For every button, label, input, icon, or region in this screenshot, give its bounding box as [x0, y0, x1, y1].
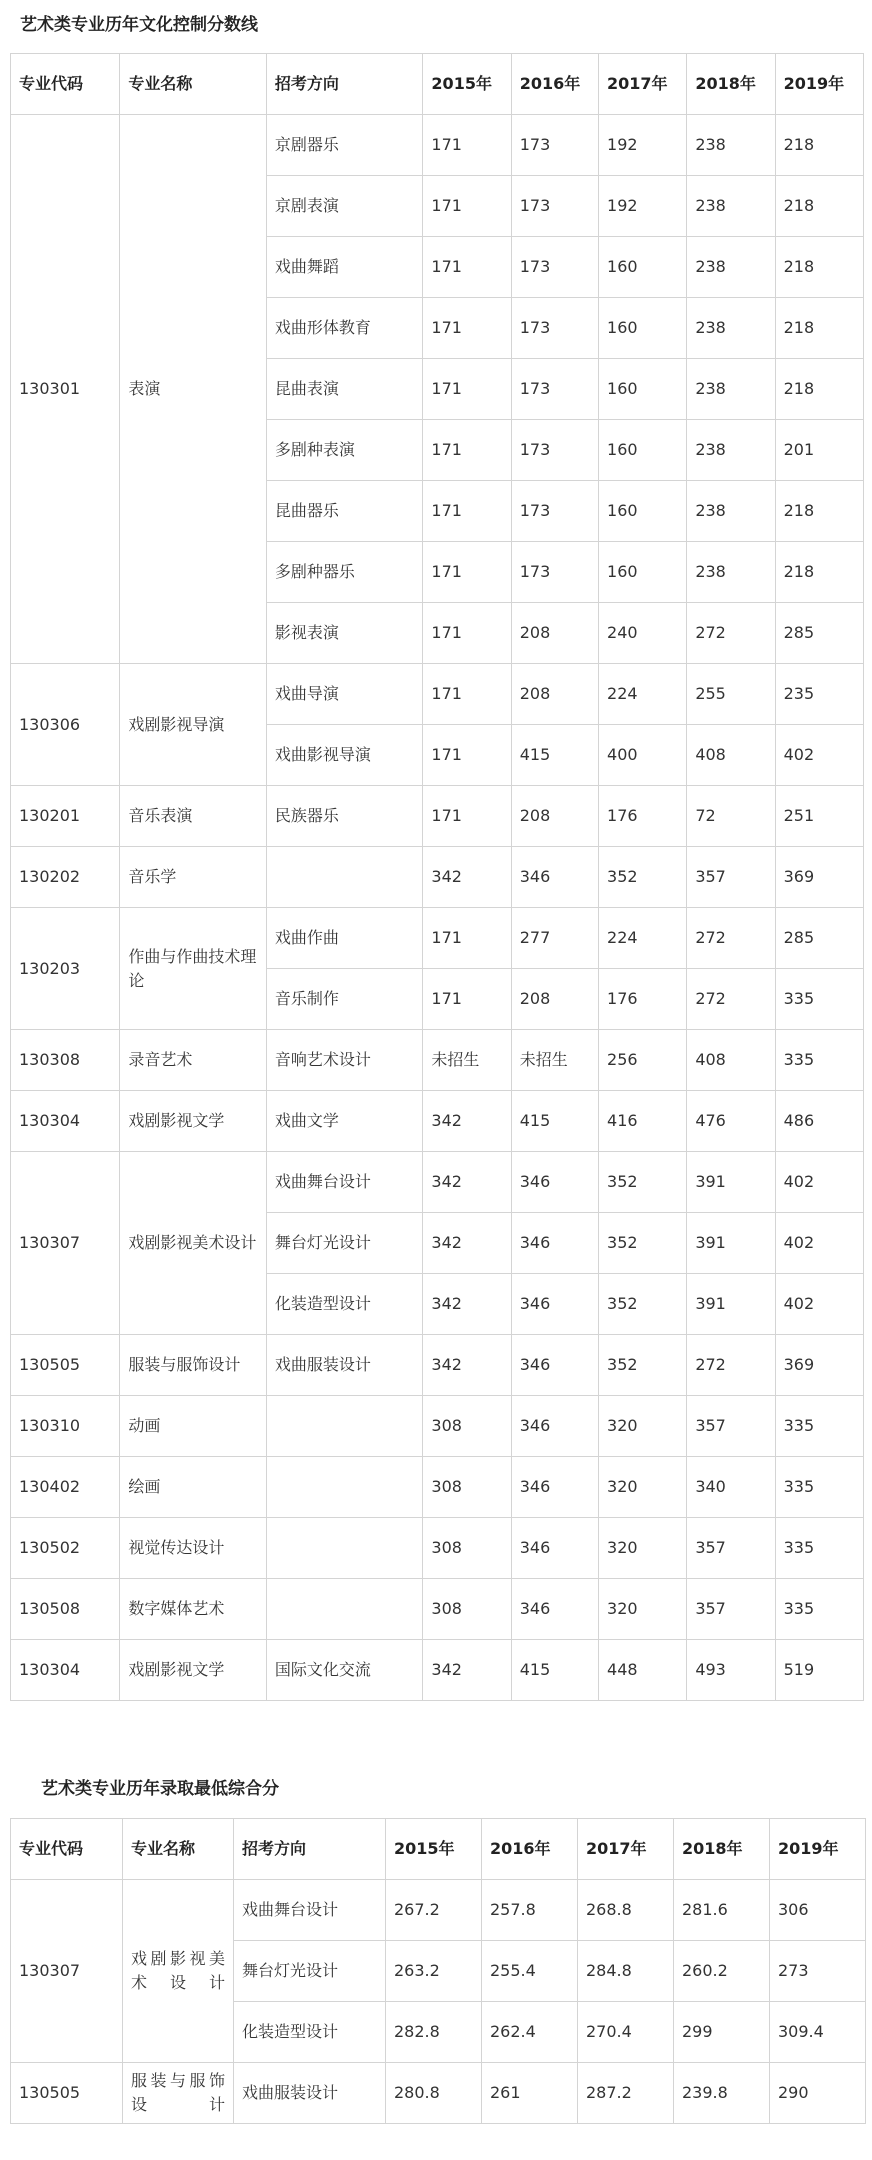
score-cell: 238	[687, 237, 775, 298]
score-cell: 369	[775, 1335, 863, 1396]
score-cell: 238	[687, 481, 775, 542]
score-cell: 171	[423, 359, 511, 420]
direction-cell: 京剧表演	[266, 176, 423, 237]
score-cell: 486	[775, 1091, 863, 1152]
score-cell: 160	[599, 420, 687, 481]
major-name-cell: 戏剧影视美术设计	[123, 1880, 234, 2063]
score-cell: 263.2	[386, 1941, 482, 2002]
score-cell: 340	[687, 1457, 775, 1518]
score-cell: 171	[423, 481, 511, 542]
major-name-cell: 视觉传达设计	[120, 1518, 267, 1579]
score-cell: 72	[687, 786, 775, 847]
score-cell: 238	[687, 115, 775, 176]
score-cell: 270.4	[578, 2002, 674, 2063]
score-cell: 280.8	[386, 2063, 482, 2124]
direction-cell: 民族器乐	[266, 786, 423, 847]
direction-cell: 音响艺术设计	[266, 1030, 423, 1091]
direction-cell: 戏曲舞台设计	[266, 1152, 423, 1213]
table-row	[11, 1152, 864, 1213]
culture-control-score-table	[10, 53, 864, 1701]
direction-cell: 戏曲服装设计	[234, 2063, 386, 2124]
table-row	[11, 908, 864, 969]
score-cell: 171	[423, 542, 511, 603]
score-cell: 308	[423, 1396, 511, 1457]
table-row	[11, 115, 864, 176]
direction-cell: 京剧器乐	[266, 115, 423, 176]
score-cell: 218	[775, 176, 863, 237]
score-cell: 201	[775, 420, 863, 481]
score-cell: 320	[599, 1579, 687, 1640]
score-cell: 290	[770, 2063, 866, 2124]
direction-cell: 舞台灯光设计	[234, 1941, 386, 2002]
score-cell: 277	[511, 908, 598, 969]
score-cell: 285	[775, 908, 863, 969]
score-cell: 282.8	[386, 2002, 482, 2063]
score-cell: 218	[775, 115, 863, 176]
score-cell: 173	[511, 115, 598, 176]
major-code-cell: 130308	[11, 1030, 120, 1091]
score-cell: 369	[775, 847, 863, 908]
score-cell: 272	[687, 1335, 775, 1396]
score-cell: 352	[599, 1335, 687, 1396]
column-header: 2016年	[482, 1819, 578, 1880]
major-code-cell: 130202	[11, 847, 120, 908]
score-cell: 335	[775, 969, 863, 1030]
score-cell: 402	[775, 1152, 863, 1213]
score-cell: 208	[511, 603, 598, 664]
score-cell: 224	[599, 908, 687, 969]
score-cell: 335	[775, 1518, 863, 1579]
direction-cell: 戏曲文学	[266, 1091, 423, 1152]
major-code-cell: 130505	[11, 1335, 120, 1396]
score-cell: 208	[511, 786, 598, 847]
score-cell: 171	[423, 115, 511, 176]
score-cell: 335	[775, 1030, 863, 1091]
score-cell: 476	[687, 1091, 775, 1152]
score-cell: 171	[423, 725, 511, 786]
direction-cell: 戏曲形体教育	[266, 298, 423, 359]
score-cell: 255.4	[482, 1941, 578, 2002]
section1-title: 艺术类专业历年文化控制分数线	[20, 15, 258, 35]
column-header: 2017年	[599, 54, 687, 115]
column-header: 专业代码	[11, 54, 120, 115]
score-cell: 402	[775, 1213, 863, 1274]
table-row	[11, 664, 864, 725]
column-header: 2017年	[578, 1819, 674, 1880]
score-cell: 160	[599, 237, 687, 298]
major-name-cell: 服装与服饰设计	[120, 1335, 267, 1396]
major-code-cell: 130201	[11, 786, 120, 847]
score-cell: 173	[511, 176, 598, 237]
score-cell: 448	[599, 1640, 687, 1701]
score-cell: 176	[599, 786, 687, 847]
score-cell: 171	[423, 603, 511, 664]
score-cell: 272	[687, 969, 775, 1030]
column-header: 专业名称	[123, 1819, 234, 1880]
score-cell: 493	[687, 1640, 775, 1701]
score-cell: 218	[775, 237, 863, 298]
direction-cell: 国际文化交流	[266, 1640, 423, 1701]
direction-cell: 多剧种表演	[266, 420, 423, 481]
column-header: 专业代码	[11, 1819, 123, 1880]
score-cell: 357	[687, 847, 775, 908]
score-cell: 192	[599, 176, 687, 237]
score-cell: 256	[599, 1030, 687, 1091]
direction-cell: 影视表演	[266, 603, 423, 664]
column-header: 2018年	[687, 54, 775, 115]
major-code-cell: 130304	[11, 1640, 120, 1701]
direction-cell	[266, 1396, 423, 1457]
score-cell: 173	[511, 481, 598, 542]
direction-cell	[266, 1579, 423, 1640]
score-cell: 272	[687, 908, 775, 969]
score-cell: 262.4	[482, 2002, 578, 2063]
score-cell: 342	[423, 1213, 511, 1274]
major-name-cell: 戏剧影视导演	[120, 664, 267, 786]
direction-cell: 昆曲器乐	[266, 481, 423, 542]
score-cell: 357	[687, 1518, 775, 1579]
score-cell: 218	[775, 481, 863, 542]
major-code-cell: 130307	[11, 1880, 123, 2063]
score-cell: 400	[599, 725, 687, 786]
score-cell: 352	[599, 1152, 687, 1213]
score-cell: 346	[511, 1152, 598, 1213]
major-code-cell: 130502	[11, 1518, 120, 1579]
direction-cell: 化装造型设计	[266, 1274, 423, 1335]
score-cell: 320	[599, 1518, 687, 1579]
major-code-cell: 130203	[11, 908, 120, 1030]
score-cell: 346	[511, 1274, 598, 1335]
score-cell: 415	[511, 725, 598, 786]
column-header: 2019年	[775, 54, 863, 115]
score-cell: 257.8	[482, 1880, 578, 1941]
score-cell: 251	[775, 786, 863, 847]
score-cell: 268.8	[578, 1880, 674, 1941]
score-cell: 342	[423, 1091, 511, 1152]
score-cell: 171	[423, 908, 511, 969]
score-cell: 299	[674, 2002, 770, 2063]
score-cell: 402	[775, 1274, 863, 1335]
score-cell: 240	[599, 603, 687, 664]
major-code-cell: 130508	[11, 1579, 120, 1640]
score-cell: 173	[511, 359, 598, 420]
score-cell: 218	[775, 542, 863, 603]
major-name-cell: 音乐学	[120, 847, 267, 908]
score-cell: 171	[423, 176, 511, 237]
score-cell: 346	[511, 1579, 598, 1640]
direction-cell: 多剧种器乐	[266, 542, 423, 603]
score-cell: 352	[599, 1213, 687, 1274]
score-cell: 218	[775, 298, 863, 359]
score-cell: 160	[599, 542, 687, 603]
table-row	[11, 1030, 864, 1091]
score-cell: 335	[775, 1396, 863, 1457]
score-cell: 416	[599, 1091, 687, 1152]
table-row	[11, 1457, 864, 1518]
score-cell: 未招生	[423, 1030, 511, 1091]
column-header: 2018年	[674, 1819, 770, 1880]
table-row	[11, 1518, 864, 1579]
score-cell: 352	[599, 1274, 687, 1335]
table-row	[11, 1396, 864, 1457]
score-cell: 281.6	[674, 1880, 770, 1941]
score-cell: 335	[775, 1457, 863, 1518]
column-header: 2015年	[423, 54, 511, 115]
table-row	[11, 1091, 864, 1152]
score-cell: 308	[423, 1518, 511, 1579]
score-cell: 309.4	[770, 2002, 866, 2063]
direction-cell: 戏曲舞台设计	[234, 1880, 386, 1941]
table-row	[11, 786, 864, 847]
direction-cell: 昆曲表演	[266, 359, 423, 420]
score-cell: 408	[687, 1030, 775, 1091]
major-name-cell: 作曲与作曲技术理论	[120, 908, 267, 1030]
direction-cell: 舞台灯光设计	[266, 1213, 423, 1274]
table-header-row	[11, 1819, 866, 1880]
score-cell: 284.8	[578, 1941, 674, 2002]
major-code-cell: 130304	[11, 1091, 120, 1152]
score-cell: 357	[687, 1396, 775, 1457]
score-cell: 173	[511, 237, 598, 298]
score-cell: 402	[775, 725, 863, 786]
major-name-cell: 戏剧影视文学	[120, 1091, 267, 1152]
score-cell: 238	[687, 420, 775, 481]
direction-cell: 戏曲服装设计	[266, 1335, 423, 1396]
score-cell: 238	[687, 359, 775, 420]
table-row	[11, 1335, 864, 1396]
score-cell: 218	[775, 359, 863, 420]
score-cell: 261	[482, 2063, 578, 2124]
major-name-cell: 录音艺术	[120, 1030, 267, 1091]
direction-cell: 戏曲导演	[266, 664, 423, 725]
major-name-cell: 戏剧影视美术设计	[120, 1152, 267, 1335]
score-cell: 415	[511, 1640, 598, 1701]
score-cell: 238	[687, 298, 775, 359]
score-cell: 260.2	[674, 1941, 770, 2002]
score-cell: 320	[599, 1396, 687, 1457]
score-cell: 415	[511, 1091, 598, 1152]
major-code-cell: 130505	[11, 2063, 123, 2124]
major-name-cell: 绘画	[120, 1457, 267, 1518]
column-header: 专业名称	[120, 54, 267, 115]
score-cell: 308	[423, 1579, 511, 1640]
score-cell: 346	[511, 1213, 598, 1274]
score-cell: 160	[599, 481, 687, 542]
table-row	[11, 1579, 864, 1640]
score-cell: 208	[511, 664, 598, 725]
score-cell: 171	[423, 298, 511, 359]
score-cell: 238	[687, 176, 775, 237]
score-cell: 320	[599, 1457, 687, 1518]
score-cell: 160	[599, 359, 687, 420]
score-cell: 173	[511, 542, 598, 603]
column-header: 招考方向	[234, 1819, 386, 1880]
direction-cell	[266, 847, 423, 908]
table-row	[11, 1880, 866, 1941]
table-header-row	[11, 54, 864, 115]
score-cell: 391	[687, 1274, 775, 1335]
score-cell: 255	[687, 664, 775, 725]
score-cell: 335	[775, 1579, 863, 1640]
score-cell: 239.8	[674, 2063, 770, 2124]
direction-cell: 戏曲影视导演	[266, 725, 423, 786]
score-cell: 342	[423, 1335, 511, 1396]
score-cell: 342	[423, 1640, 511, 1701]
score-cell: 342	[423, 1274, 511, 1335]
score-cell: 391	[687, 1152, 775, 1213]
column-header: 2015年	[386, 1819, 482, 1880]
score-cell: 238	[687, 542, 775, 603]
score-cell: 173	[511, 420, 598, 481]
score-cell: 342	[423, 1152, 511, 1213]
major-name-cell: 音乐表演	[120, 786, 267, 847]
score-cell: 192	[599, 115, 687, 176]
major-code-cell: 130307	[11, 1152, 120, 1335]
score-cell: 342	[423, 847, 511, 908]
column-header: 2016年	[511, 54, 598, 115]
score-cell: 171	[423, 664, 511, 725]
score-cell: 346	[511, 1457, 598, 1518]
score-cell: 160	[599, 298, 687, 359]
score-cell: 171	[423, 969, 511, 1030]
direction-cell: 音乐制作	[266, 969, 423, 1030]
score-cell: 208	[511, 969, 598, 1030]
major-code-cell: 130310	[11, 1396, 120, 1457]
direction-cell: 化装造型设计	[234, 2002, 386, 2063]
score-cell: 176	[599, 969, 687, 1030]
score-cell: 235	[775, 664, 863, 725]
score-cell: 273	[770, 1941, 866, 2002]
score-cell: 171	[423, 237, 511, 298]
score-cell: 287.2	[578, 2063, 674, 2124]
score-cell: 357	[687, 1579, 775, 1640]
score-cell: 171	[423, 420, 511, 481]
table-row	[11, 1640, 864, 1701]
column-header: 2019年	[770, 1819, 866, 1880]
direction-cell: 戏曲舞蹈	[266, 237, 423, 298]
major-name-cell: 动画	[120, 1396, 267, 1457]
major-code-cell: 130306	[11, 664, 120, 786]
score-cell: 391	[687, 1213, 775, 1274]
table-row	[11, 847, 864, 908]
section2-title: 艺术类专业历年录取最低综合分	[41, 1779, 279, 1799]
score-cell: 308	[423, 1457, 511, 1518]
score-cell: 352	[599, 847, 687, 908]
score-cell: 306	[770, 1880, 866, 1941]
major-code-cell: 130301	[11, 115, 120, 664]
score-cell: 346	[511, 1396, 598, 1457]
score-cell: 285	[775, 603, 863, 664]
major-name-cell: 数字媒体艺术	[120, 1579, 267, 1640]
direction-cell	[266, 1518, 423, 1579]
major-name-cell: 戏剧影视文学	[120, 1640, 267, 1701]
score-cell: 未招生	[511, 1030, 598, 1091]
column-header: 招考方向	[266, 54, 423, 115]
score-cell: 519	[775, 1640, 863, 1701]
major-name-cell: 服装与服饰设计	[123, 2063, 234, 2124]
major-name-cell: 表演	[120, 115, 267, 664]
score-cell: 346	[511, 1518, 598, 1579]
score-cell: 346	[511, 847, 598, 908]
major-code-cell: 130402	[11, 1457, 120, 1518]
score-cell: 224	[599, 664, 687, 725]
score-cell: 346	[511, 1335, 598, 1396]
score-cell: 272	[687, 603, 775, 664]
direction-cell: 戏曲作曲	[266, 908, 423, 969]
score-cell: 171	[423, 786, 511, 847]
table-row	[11, 2063, 866, 2124]
score-cell: 267.2	[386, 1880, 482, 1941]
score-cell: 173	[511, 298, 598, 359]
min-composite-score-table	[10, 1818, 866, 2124]
direction-cell	[266, 1457, 423, 1518]
score-cell: 408	[687, 725, 775, 786]
